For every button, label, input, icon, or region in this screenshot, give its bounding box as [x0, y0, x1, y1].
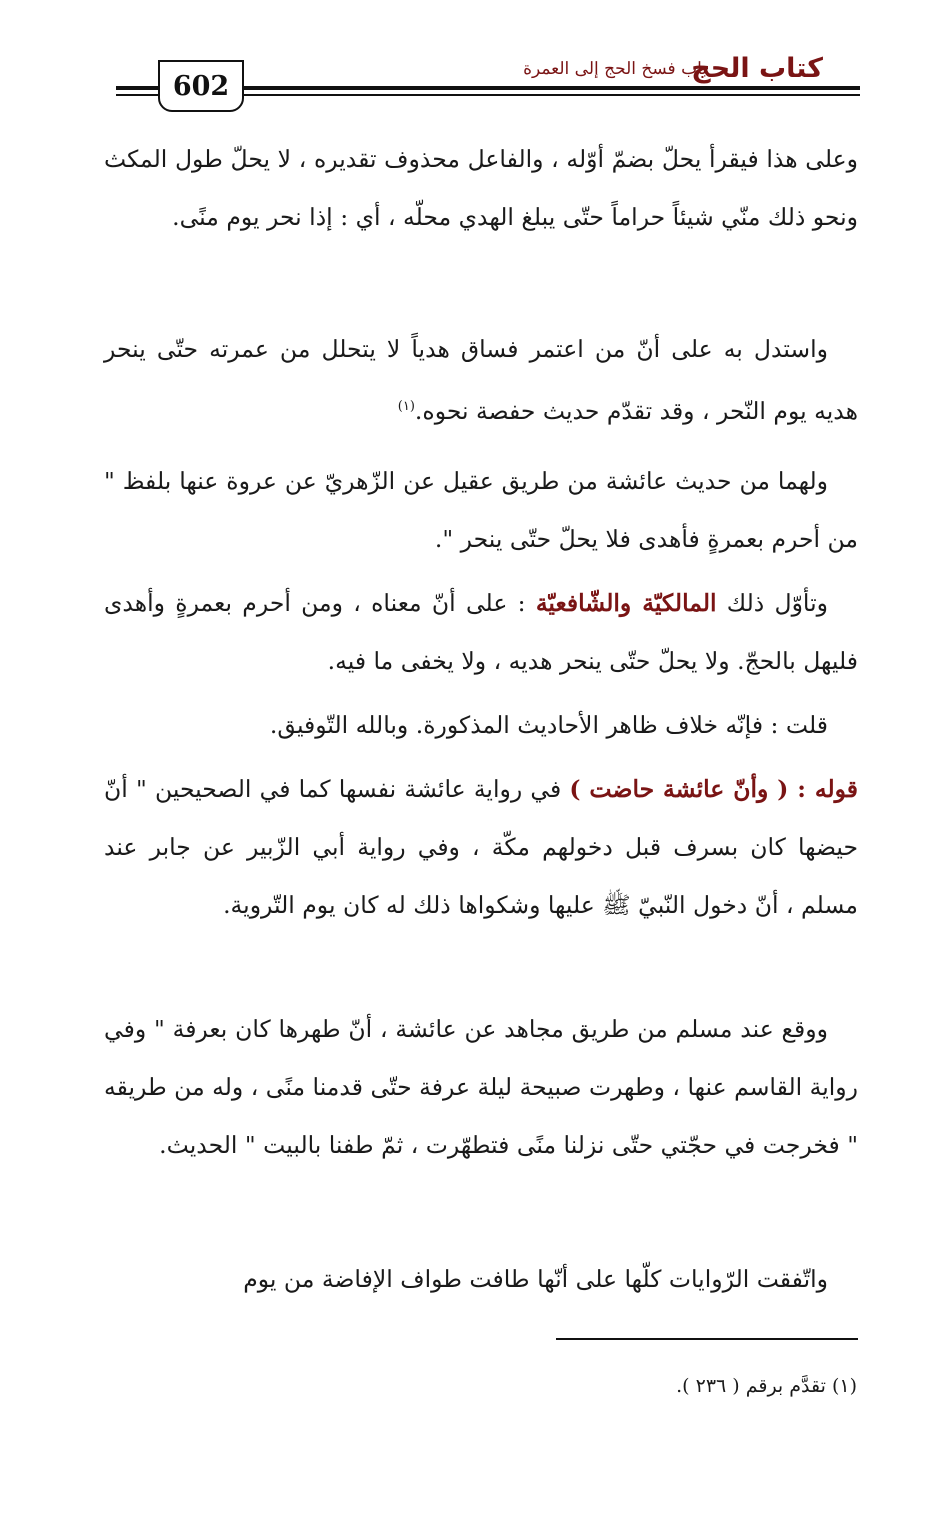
paragraph-8	[104, 1250, 858, 1308]
paragraph-6	[104, 760, 858, 934]
paragraph-4	[104, 574, 858, 690]
text-line: واستدل به على أنّ من اعتمر فساق هدياً لا يتحلل من عمرته حتّى	[156, 335, 828, 363]
paragraph-7	[104, 1000, 858, 1174]
text-line: ذلك له كان يوم التّروية.	[223, 891, 451, 919]
text-line: أبي الزّبير عن جابر عند مسلم ، أنّ دخول النّبيّ ﷺ عليها وشكواها	[104, 833, 858, 919]
text-line: بعرفة " وفي رواية القاسم عنها ، وطهرت صبيحة ليلة عرفة حتّى	[104, 1015, 859, 1101]
paragraph-1	[104, 130, 858, 246]
text-line: عنها بلفظ " من أحرم بعمرةٍ فأهدى فلا يحلّ حتّى ينحر ".	[104, 467, 858, 553]
text-line: وعلى هذا فيقرأ يحلّ بضمّ أوّله ، والفاعل محذوف تقديره ، لا يحلّ	[230, 145, 858, 173]
text-line	[260, 775, 858, 803]
text-line: وأهدى فليهل بالحجّ. ولا يحلّ حتّى ينحر هديه ، ولا يخفى ما فيه.	[104, 589, 858, 675]
page-number: 602	[158, 60, 244, 112]
text-line: واتّفقت الرّوايات كلّها على أنّها طافت طواف الإفاضة من يوم	[243, 1265, 828, 1293]
book-title: كتاب الحج	[691, 53, 823, 84]
text-line	[175, 589, 858, 617]
text-line: قدمنا منًى ، وله من طريقه " فخرجت في حجّتي حتّى نزلنا منًى	[104, 1073, 858, 1159]
paragraph-3	[104, 452, 858, 568]
highlighted-term: المالكيّة والشّافعيّة	[535, 589, 717, 617]
text-segment: ينحر هديه يوم النّحر ، وقد تقدّم حديث حفصة نحوه.	[104, 335, 858, 425]
text-line: ولهما من حديث عائشة من طريق عقيل عن الزّهريّ عن عروة	[226, 467, 828, 495]
text-segment: : على أنّ معناه ، ومن أحرم بعمرةٍ	[175, 589, 536, 617]
paragraph-5	[104, 696, 858, 754]
text-line: الصحيحين " أنّ حيضها كان بسرف قبل دخولهم مكّة ، وفي رواية	[104, 775, 858, 861]
text-line: فتطهّرت ، ثمّ طفنا بالبيت " الحديث.	[159, 1131, 510, 1159]
footnote-reference: (١)	[397, 399, 415, 414]
footnote: (١) تقدَّم برقم ( ٢٣٦ ).	[676, 1375, 857, 1397]
paragraph-2	[104, 320, 858, 440]
page-header	[0, 0, 945, 120]
text-segment: وتأوّل ذلك	[716, 589, 828, 617]
footnote-separator	[556, 1338, 858, 1340]
text-line: قلت : فإنّه خلاف ظاهر الأحاديث المذكورة. وبالله التّوفيق.	[269, 711, 828, 739]
text-line: إذا نحر يوم منًى.	[172, 203, 333, 231]
text-line: طول المكث ونحو ذلك منّي شيئاً حراماً حتّى يبلغ الهدي محلّه ، أي :	[104, 145, 858, 231]
text-line: ووقع عند مسلم من طريق مجاهد عن عائشة ، أنّ طهرها كان	[235, 1015, 828, 1043]
quoted-phrase: قوله : ( وأنّ عائشة حاضت )	[569, 775, 858, 803]
chapter-title: باب فسخ الحج إلى العمرة	[523, 59, 707, 79]
text-segment: في رواية عائشة نفسها كما في	[259, 775, 570, 803]
